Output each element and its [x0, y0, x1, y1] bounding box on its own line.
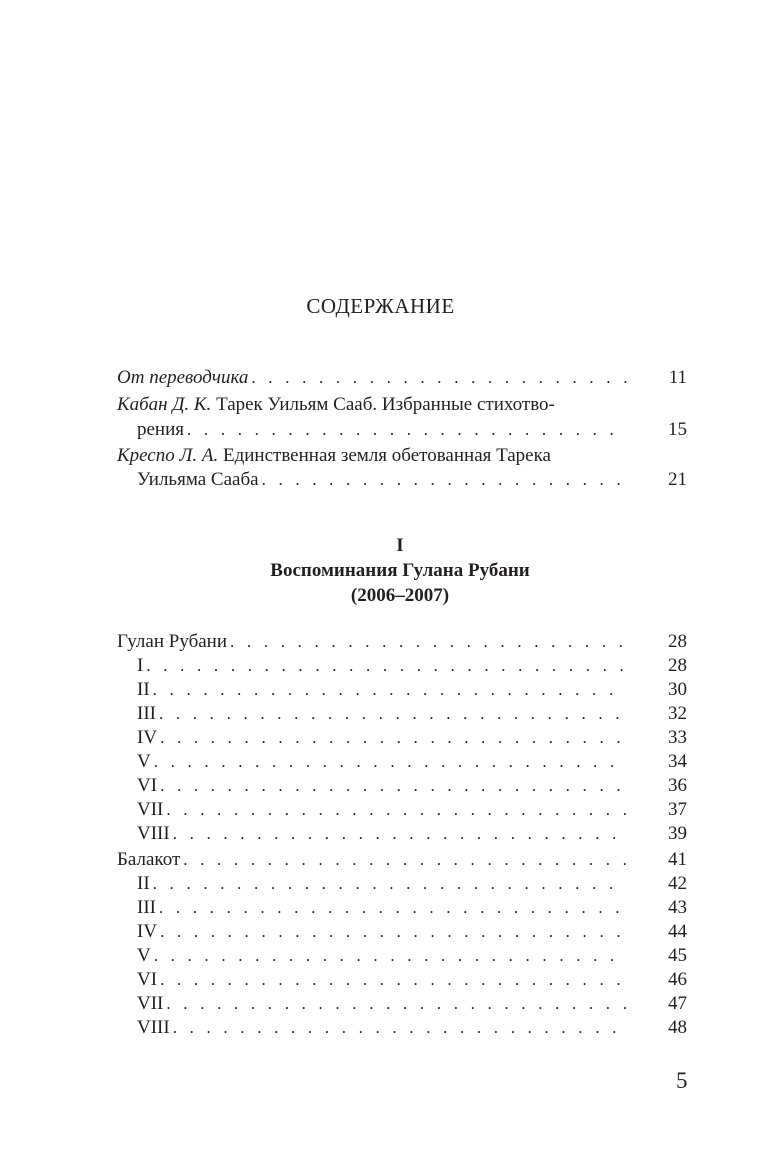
toc-page-number: 44 [668, 921, 687, 942]
toc-page-number: 45 [668, 945, 687, 966]
section-numeral: I [396, 535, 404, 556]
toc-subentry[interactable] [137, 944, 687, 968]
toc-page-number: 48 [668, 1017, 687, 1038]
toc-page-number: 32 [668, 703, 687, 724]
leader-dots [160, 774, 627, 798]
toc-entry-label: VI [137, 775, 158, 796]
leader-dots [154, 944, 627, 968]
section-years: (2006–2007) [350, 585, 450, 606]
leader-dots [187, 418, 627, 442]
toc-page-number: 34 [668, 751, 687, 772]
toc-entry-kaban[interactable] [137, 418, 687, 442]
toc-entry-label: VIII [137, 1017, 170, 1038]
toc-entry-label: VIII [137, 823, 170, 844]
leader-dots [154, 750, 627, 774]
toc-subentry[interactable] [137, 702, 687, 726]
toc-page-number: 33 [668, 727, 687, 748]
leader-dots [160, 920, 627, 944]
toc-entry-translator[interactable] [117, 366, 687, 390]
toc-entry-label: III [137, 897, 156, 918]
toc-entry-label: Единственная земля обетованная Тарека [222, 445, 551, 466]
page-title: СОДЕРЖАНИЕ [306, 294, 455, 318]
toc-entry-label: рения [137, 419, 185, 440]
toc-page-number: 37 [668, 799, 687, 820]
leader-dots [153, 678, 627, 702]
toc-entry-crespo[interactable] [137, 468, 687, 492]
toc-page-number: 36 [668, 775, 687, 796]
toc-subentry[interactable] [137, 992, 687, 1016]
toc-page-number: 21 [668, 469, 687, 490]
leader-dots [160, 726, 627, 750]
toc-page-number: 41 [668, 849, 687, 870]
toc-page-number: 39 [668, 823, 687, 844]
toc-subentry[interactable] [137, 798, 687, 822]
toc-page-number: 42 [668, 873, 687, 894]
page-number: 5 [676, 1068, 688, 1093]
toc-page-number: 28 [668, 655, 687, 676]
toc-entry-author: Креспо Л. А. [117, 445, 219, 466]
leader-dots [159, 896, 627, 920]
toc-subentry[interactable] [137, 678, 687, 702]
toc-subentry[interactable] [137, 750, 687, 774]
toc-subentry[interactable] [137, 774, 687, 798]
toc-subentry[interactable] [137, 1016, 687, 1040]
toc-page-number: 15 [668, 419, 687, 440]
toc-entry-gulan[interactable] [117, 630, 687, 654]
toc-subentry[interactable] [137, 726, 687, 750]
leader-dots [146, 654, 627, 678]
toc-subentry[interactable] [137, 872, 687, 896]
leader-dots [173, 1016, 627, 1040]
toc-page-number: 11 [668, 367, 687, 388]
leader-dots [159, 702, 627, 726]
toc-entry-label: I [137, 655, 144, 676]
toc-page-number: 47 [668, 993, 687, 1014]
toc-entry-label: IV [137, 921, 158, 942]
toc-entry-kaban-line1[interactable] [117, 393, 555, 417]
toc-page-number: 28 [668, 631, 687, 652]
toc-entry-label: Тарек Уильям Сааб. Избранные стихотво- [216, 394, 555, 415]
section-title: Воспоминания Гулана Рубани [270, 560, 530, 581]
toc-subentry[interactable] [137, 968, 687, 992]
toc-entry-author: Кабан Д. К. [117, 394, 212, 415]
leader-dots [166, 992, 627, 1016]
toc-entry-label: V [137, 751, 151, 772]
toc-entry-label: VI [137, 969, 158, 990]
toc-entry-balakot[interactable] [117, 848, 687, 872]
toc-entry-label: VII [137, 993, 164, 1014]
toc-entry-label: Балакот [117, 849, 181, 870]
leader-dots [230, 630, 627, 654]
leader-dots [262, 468, 627, 492]
toc-page-number: 43 [668, 897, 687, 918]
toc-subentry[interactable] [137, 654, 687, 678]
toc-entry-label: IV [137, 727, 158, 748]
leader-dots [173, 822, 627, 846]
leader-dots [251, 366, 627, 390]
toc-entry-crespo-line1[interactable] [117, 444, 551, 468]
leader-dots [183, 848, 627, 872]
toc-page-number: 30 [668, 679, 687, 700]
leader-dots [153, 872, 627, 896]
toc-entry-label: III [137, 703, 156, 724]
toc-subentry[interactable] [137, 896, 687, 920]
leader-dots [166, 798, 627, 822]
toc-subentry[interactable] [137, 822, 687, 846]
toc-page-number: 46 [668, 969, 687, 990]
leader-dots [160, 968, 627, 992]
toc-entry-label: VII [137, 799, 164, 820]
toc-entry-label: V [137, 945, 151, 966]
toc-entry-label: II [137, 679, 150, 700]
toc-entry-label: Гулан Рубани [117, 631, 228, 652]
toc-entry-label: II [137, 873, 150, 894]
toc-subentry[interactable] [137, 920, 687, 944]
toc-entry-label: Уильяма Сааба [137, 469, 259, 490]
toc-entry-label: От переводчика [117, 367, 249, 388]
